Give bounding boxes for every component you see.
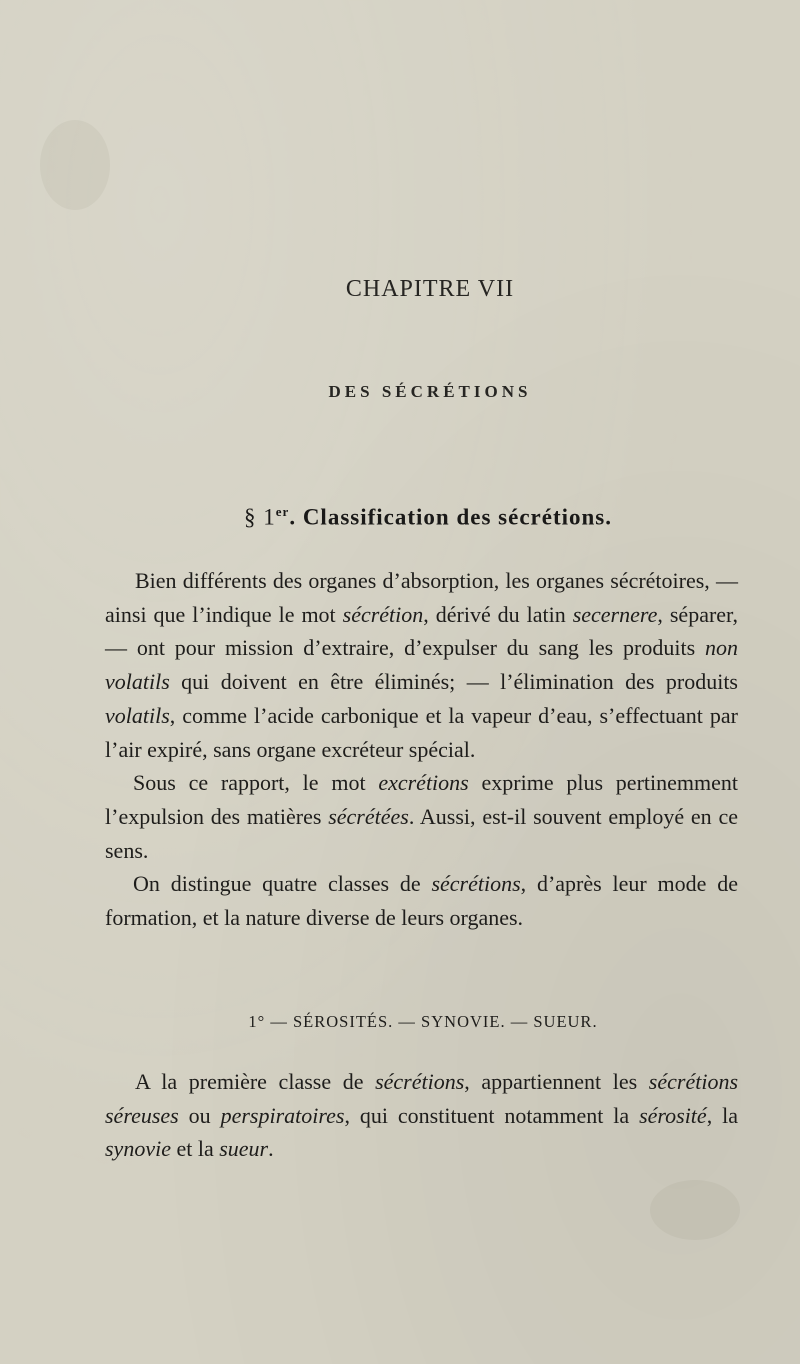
paper-stain [40,120,110,210]
text-run: , séparer, — ont pour mission d’extraire, d’expulser du sang les produits [105,601,738,661]
text-run: A la première classe de [135,1069,376,1094]
italic-term: perspiratoires [220,1102,345,1128]
section-dot: . [289,504,297,530]
italic-term: sécrétées [328,803,409,829]
italic-term: secernere [572,601,658,627]
italic-term: sécrétions [431,871,521,897]
paper-stain [650,1180,740,1240]
italic-term: synovie [105,1136,171,1162]
text-run: qui doivent en être éliminés; — l’élimination des produits [169,669,738,695]
italic-term: sécrétion [342,601,424,627]
italic-term: non volatils [105,635,738,695]
italic-term: volatils [105,702,170,728]
text-run: , comme l’acide carbonique et la vapeur d’eau, s’effectuant par l’air expiré, sans organe excréteur spécial. [105,702,738,762]
italic-term: excrétions [378,770,469,796]
text-run: , appartiennent les [464,1069,649,1094]
paragraph [105,1065,738,1166]
text-run: et la [170,1136,220,1162]
text-run: exprime plus pertinemment l’expulsion des matières [105,770,738,829]
paragraph [105,766,738,867]
text-run: , qui constituent notamment la [344,1102,640,1128]
text-run: , dérivé du latin [423,601,573,627]
text-run: Bien différents des organes d’absorption, les organes sécrétoires, — ainsi que l’indique le mot [105,568,738,627]
text-run: On distingue quatre classes de [133,871,432,897]
section-symbol: § [244,504,257,530]
italic-term: sérosité [639,1102,707,1128]
body-text-block [105,564,738,935]
paragraph [105,867,738,934]
section-number: 1 [263,504,276,530]
italic-term: sécrétions [375,1069,465,1094]
section-heading [0,504,800,531]
text-run: , la [706,1102,738,1128]
text-run: . [268,1136,274,1162]
section-number-suffix: er [275,504,290,519]
text-run: Sous ce rapport, le mot [133,770,379,796]
section-title: Classification des sécrétions. [302,504,612,530]
paragraph [105,564,738,766]
text-run: ou [178,1102,221,1128]
italic-term: sueur [219,1136,269,1162]
text-run: , d’après leur mode de formation, et la nature diverse de leurs organes. [105,871,739,931]
body-text-block [105,1065,738,1166]
text-run: . Aussi, est-il souvent employé en ce sens. [105,803,738,863]
chapter-subtitle: DES SÉCRÉTIONS [328,382,532,401]
chapter-title: CHAPITRE VII [345,276,515,302]
italic-term: sécrétions séreuses [105,1069,738,1128]
subheading: 1° — SÉROSITÉS. — SYNOVIE. — SUEUR. [248,1012,598,1031]
